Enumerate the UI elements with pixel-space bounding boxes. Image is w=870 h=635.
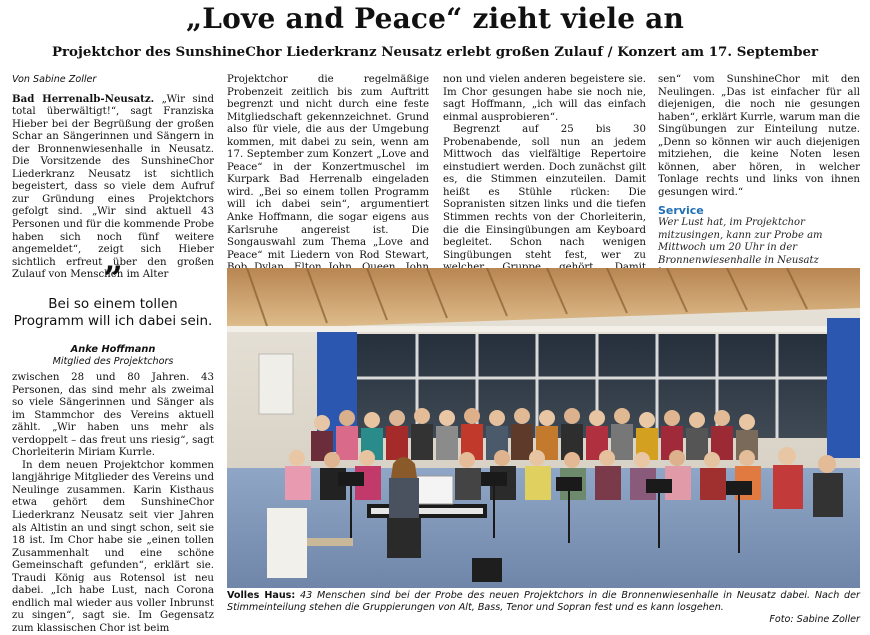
- quote-mark-icon: ”: [103, 259, 123, 299]
- article-column-1-lower: [12, 372, 214, 635]
- article-column-1: [12, 74, 214, 282]
- paragraph: Projektchor die regelmäßige Probenzeit zeitlich bis zum Auftritt begrenzt und nicht durch eine feste Mitgliedschaft gekennzeichnet. Grund also für viele, die aus der Umgebung kommen, mit dabei zu sein, wenn am 17. September zum Konzert „Love and Peace“ in der Konzertmuschel im Kurpark Bad Herrenalb eingeladen wird. „Bei so einem tollen Programm will ich dabei sein“, argumentiert Anke Hoffmann, die sogar eigens aus Karlsruhe angereist ist. Die Songauswahl zum Thema „Love and Peace“ mit Liedern von Rod Stewart,: [227, 74, 429, 261]
- paragraph: Begrenzt auf 25 bis 30 Probenabende, soll nun an jedem Mittwoch das vielfältige Repertoire einstudiert werden. Doch zunächst gilt es, die Stimmen einzuteilen. Damit heißt es Stühle rücken: Die Sopranisten sitzen links und die tiefen Stimmen rechts von der Chorleiterin, die die Einsingübungen am Keyboard begleitet. Schon nach wenigen Singübungen steht fest, wer zu: [443, 124, 646, 261]
- caption-text: 43 Menschen sind bei der Probe des neuen Projektchors in die Bronnenwiesenhalle in Neusatz dabei. Nach der Stimmeinteilung stehen die Gruppierungen von Alt, Bass, Tenor und Sopran fest und es kann losgehen.: [227, 590, 860, 613]
- subheadline: Projektchor des SunshineChor Liederkranz Neusatz erlebt großen Zulauf / Konzert am 17. September: [51, 44, 819, 60]
- quote-role: Mitglied des Projektchors: [52, 356, 174, 367]
- pull-quote: [12, 259, 214, 367]
- photo-caption: [227, 590, 860, 625]
- dateline: Bad Herrenalb-Neusatz.: [12, 92, 155, 105]
- paragraph: In dem neuen Projektchor kommen langjährige Mitglieder des Vereins und Neulinge zusammen. Karin Kisthaus etwa gehört dem SunshineChor Liederkranz Neusatz seit vier Jahren als Altistin an und singt schon, seit sie 18 ist. Im Chor habe sie „einen tollen Zusammenhalt und eine schöne Gemeinschaft gefunden“, erklärt sie. Traudi König aus Rotensol ist neu dabei. „Ich habe Lust, nach Corona endlich mal wieder aus voller Inbrunst zu singen“, sagt sie. Im Gegensatz zum klassischen Chor ist beim: [12, 459, 214, 634]
- paragraph: [12, 93, 214, 282]
- caption-lead: Volles Haus:: [227, 590, 296, 601]
- article-column-4: [658, 74, 860, 280]
- article-column-3: [443, 74, 646, 287]
- photo-credit: Foto: Sabine Zoller: [769, 614, 860, 625]
- headline: „Love and Peace“ zieht viele an: [185, 2, 685, 35]
- choir-photo-illustration: [227, 268, 860, 588]
- paragraph-text: „Wir sind total überwältigt!“, sagt Franziska Hieber bei der Begrüßung der großen Schar an Sängerinnen und Sängern in der Bronnenwiesenhalle in Neusatz. Die Vorsitzende des SunshineChor Liederkranz Neusatz ist sichtlich begeistert, dass so viele dem Aufruf zur Gründung eines Projektchors gefolgt sind. „Wir sind aktuell 43 Personen und für die kommende Probe haben sich noch fünf weitere angemeldet“, zeigt sich Hieber sichtlich erfreut über den großen Zulauf von Menschen im Alter: [12, 93, 214, 281]
- service-heading: Service: [658, 204, 704, 218]
- paragraph: non und vielen anderen begeistere sie. Im Chor gesungen habe sie noch nie, sagt Hoffmann, „ich will das einfach einmal ausprobieren“.: [443, 74, 646, 123]
- service-text: Wer Lust hat, im Projektchor mitzusingen, kann zur Probe am Mittwoch um 20 Uhr in der Bronnenwiesenhalle in Neusatz: [658, 217, 823, 266]
- byline: Von Sabine Zoller: [12, 74, 97, 85]
- paragraph: sen“ vom SunshineChor mit den Neulingen. „Das ist einfacher für all diejenigen, die noch nie gesungen haben“, erklärt Kurrle, warum man die Singübungen zur Einteilung nutze. „Denn so können wir auch diejenigen mitziehen, die keine Noten lesen können, aber hören, in welcher Tonlage rechts und links von ihnen gesungen wird.“: [658, 74, 860, 198]
- choir-photo: [227, 268, 860, 588]
- quote-text: Bei so einem tollen Programm will ich dabei sein.: [13, 296, 213, 329]
- quote-author: Anke Hoffmann: [70, 344, 156, 355]
- article-column-2: [227, 74, 429, 287]
- paragraph: zwischen 28 und 80 Jahren. 43 Personen, das sind mehr als zweimal so viele Sängerinnen und Sänger als im Stammchor des Vereins aktuell zählt. „Wir haben uns mehr als verdoppelt – das freut uns riesig“, sagt Chorleiterin Miriam Kurrle.: [12, 372, 214, 459]
